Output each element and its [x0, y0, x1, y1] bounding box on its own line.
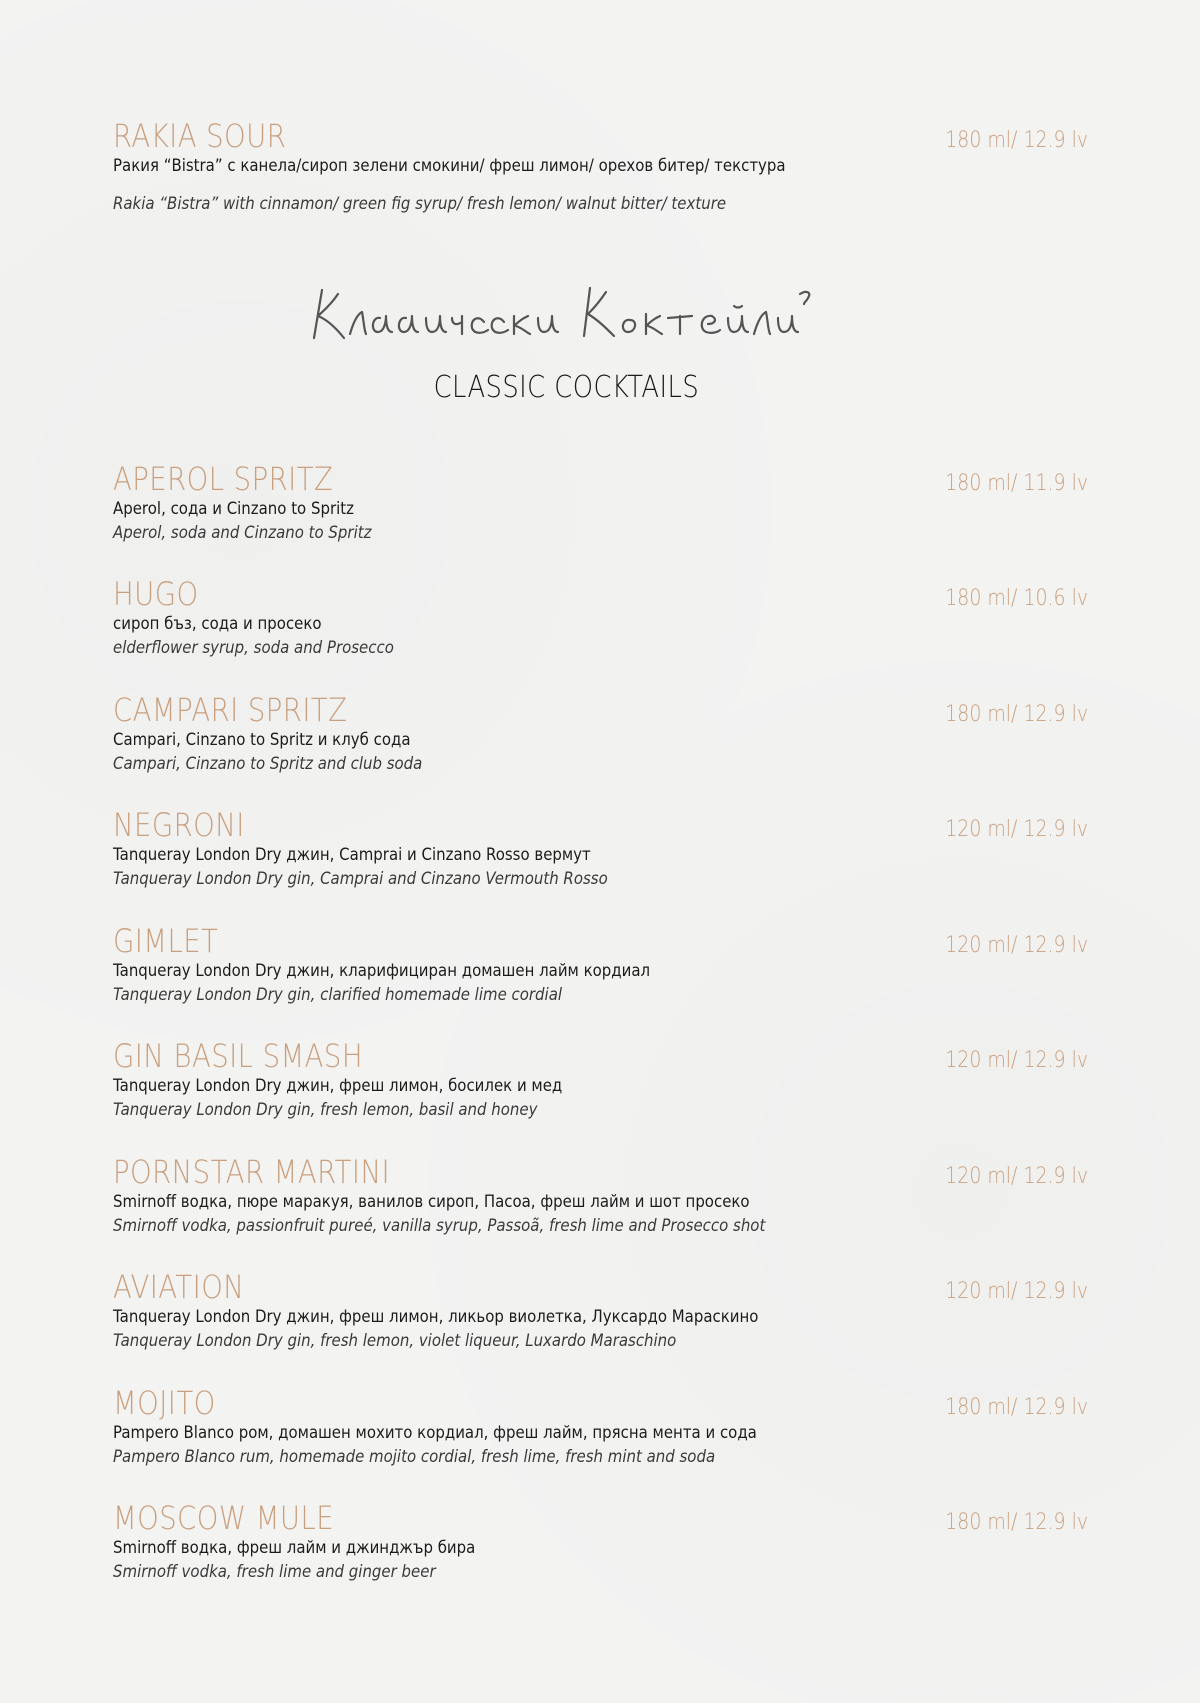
item-price: 180 ml/ 11.9 lv [945, 471, 1088, 496]
item-price: 180 ml/ 12.9 lv [945, 1510, 1088, 1535]
menu-item [113, 923, 1088, 1007]
item-description-bg: Campari, Cinzano to Spritz и клуб сода [113, 730, 411, 750]
item-price: 180 ml/ 12.9 lv [945, 702, 1088, 727]
item-name: HUGO [113, 575, 199, 613]
item-name: PORNSTAR MARTINI [113, 1153, 391, 1191]
item-price: 120 ml/ 12.9 lv [945, 817, 1088, 842]
item-description-en: Tanqueray London Dry gin, clarified homemade lime cordial [113, 985, 563, 1005]
menu-item [113, 807, 1088, 891]
item-description-en: Smirnoff vodka, passionfruit pureé, vanilla syrup, Passoã, fresh lime and Prosecco shot [113, 1216, 766, 1236]
item-description-bg: Tanqueray London Dry джин, Camprai и Cinzano Rosso вермут [113, 845, 591, 865]
item-price: 120 ml/ 12.9 lv [945, 1048, 1088, 1073]
item-name: APEROL SPRITZ [113, 460, 334, 498]
item-description-en: Rakia “Bistra” with cinnamon/ green fig syrup/ fresh lemon/ walnut bitter/ texture [113, 194, 727, 214]
item-description-en: Campari, Cinzano to Spritz and club soda [113, 754, 423, 774]
item-description-bg: Tanqueray London Dry джин, фреш лимон, босилек и мед [113, 1076, 563, 1096]
menu-item [113, 1154, 1088, 1238]
menu-item [113, 1500, 1088, 1584]
item-name: RAKIA SOUR [113, 117, 287, 155]
menu-item [113, 576, 1088, 660]
item-description-en: Tanqueray London Dry gin, fresh lemon, basil and honey [113, 1100, 538, 1120]
item-description-bg: Pampero Blanco ром, домашен мохито кордиал, фреш лайм, прясна мента и сода [113, 1423, 757, 1443]
item-description-en: Pampero Blanco rum, homemade mojito cordial, fresh lime, fresh mint and soda [113, 1447, 716, 1467]
item-description-en: Aperol, soda and Cinzano to Spritz [113, 523, 372, 543]
item-name: GIN BASIL SMASH [113, 1037, 363, 1075]
item-description-bg: сироп бъз, сода и просеко [113, 614, 322, 634]
section-title-text: CLASSIC COCKTAILS [433, 370, 700, 405]
item-description-bg: Smirnoff водка, фреш лайм и джинджър бира [113, 1538, 476, 1558]
item-description-en: elderflower syrup, soda and Prosecco [113, 638, 394, 658]
item-price: 120 ml/ 12.9 lv [945, 933, 1088, 958]
item-name: MOSCOW MULE [113, 1499, 335, 1537]
item-price: 120 ml/ 12.9 lv [945, 1279, 1088, 1304]
menu-item [113, 1038, 1088, 1122]
item-name: CAMPARI SPRITZ [113, 691, 348, 729]
item-price: 120 ml/ 12.9 lv [945, 1164, 1088, 1189]
item-description-en: Smirnoff vodka, fresh lime and ginger beer [113, 1562, 436, 1582]
menu-item [113, 692, 1088, 776]
section-title [0, 370, 1133, 405]
item-price: 180 ml/ 10.6 lv [945, 586, 1088, 611]
menu-item [113, 461, 1088, 545]
item-description-bg: Aperol, сода и Cinzano to Spritz [113, 499, 354, 519]
item-name: NEGRONI [113, 806, 245, 844]
item-name: MOJITO [113, 1384, 216, 1422]
item-description-bg: Tanqueray London Dry джин, кларифициран домашен лайм кордиал [113, 961, 651, 981]
item-description-bg: Smirnoff водка, пюре маракуя, ванилов сироп, Пасоа, фреш лайм и шот просеко [113, 1192, 750, 1212]
item-name: GIMLET [113, 922, 219, 960]
item-description-bg: Tanqueray London Dry джин, фреш лимон, ликьор виолетка, Луксардо Мараскино [113, 1307, 759, 1327]
handwritten-title-image [300, 272, 870, 354]
item-description-bg: Ракия “Bistra” с канела/сироп зелени смокини/ фреш лимон/ орехов битер/ текстура [113, 156, 786, 176]
item-description-en: Tanqueray London Dry gin, Camprai and Cinzano Vermouth Rosso [113, 869, 608, 889]
menu-item [113, 1385, 1088, 1469]
item-name: AVIATION [113, 1268, 245, 1306]
item-description-en: Tanqueray London Dry gin, fresh lemon, violet liqueur, Luxardo Maraschino [113, 1331, 677, 1351]
menu-item [113, 1269, 1088, 1353]
menu-item-rakia-sour [113, 118, 1088, 216]
item-price: 180 ml/ 12.9 lv [945, 1395, 1088, 1420]
item-price: 180 ml/ 12.9 lv [945, 128, 1088, 153]
